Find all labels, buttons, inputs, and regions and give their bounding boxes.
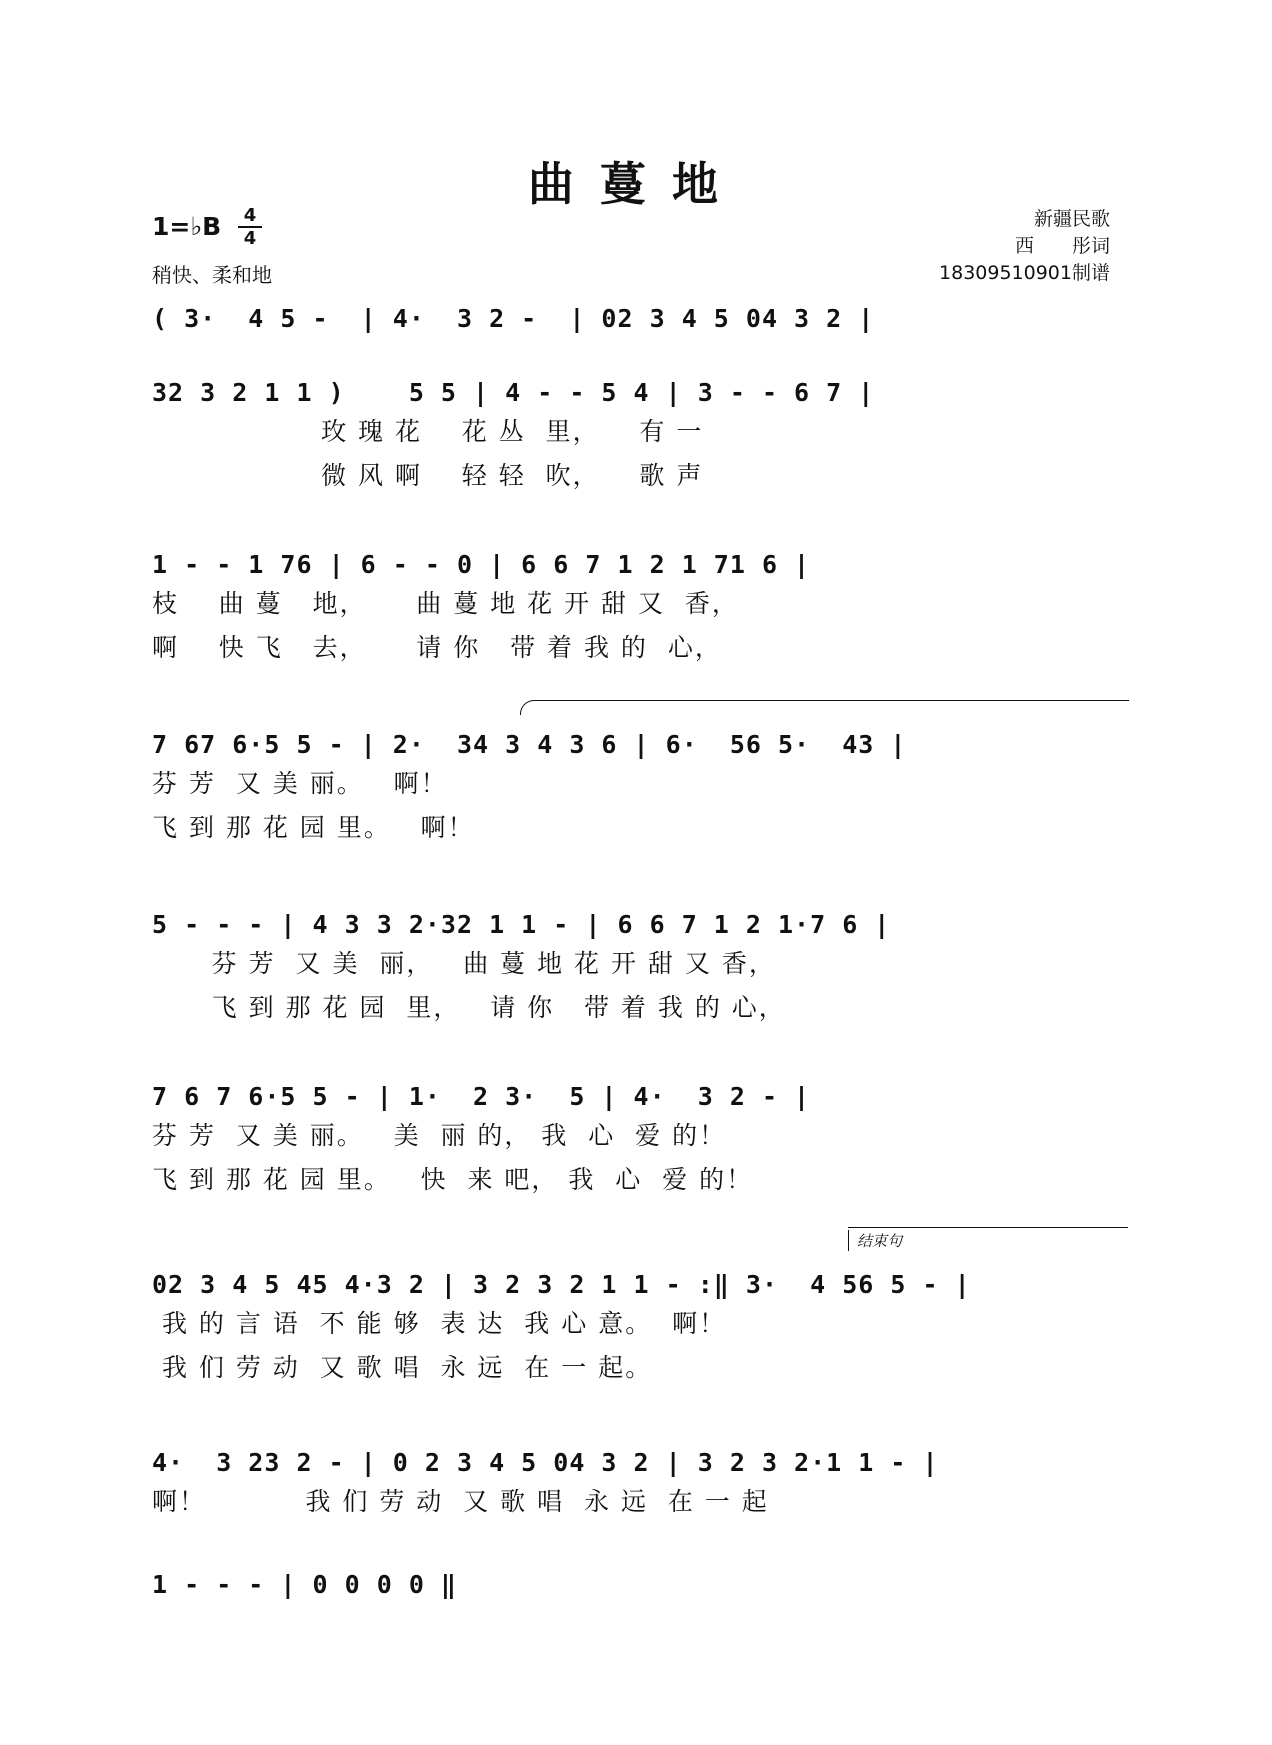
score-system-6 [152, 1080, 1128, 1202]
ending-bracket-line [848, 1227, 1128, 1228]
score-system-8 [152, 1446, 1128, 1524]
credit-origin: 新疆民歌 [1033, 208, 1110, 230]
score-system-1 [152, 302, 1128, 336]
credits [939, 206, 1110, 287]
tempo-marking: 稍快、柔和地 [152, 263, 272, 287]
ending-label: 结束句 [848, 1230, 902, 1251]
notation-line: ( 3· 4 5 - | 4· 3 2 - | 02 3 4 5 04 3 2 | [152, 304, 875, 333]
time-sig-top: 4 [243, 205, 257, 226]
lyrics-verse-1: 芬 芳 又 美 丽， 曲 蔓 地 花 开 甜 又 香， [152, 949, 776, 978]
time-signature [238, 206, 262, 248]
notation-line: 1 - - 1 76 | 6 - - 0 | 6 6 7 1 2 1 71 6 | [152, 550, 811, 579]
time-sig-bottom: 4 [243, 228, 257, 249]
lyrics-verse-2: 微 风 啊 轻 轻 吹， 歌 声 [152, 461, 704, 490]
credit-transcriber: 18309510901制谱 [939, 262, 1110, 284]
notation-line: 5 - - - | 4 3 3 2·32 1 1 - | 6 6 7 1 2 1·7 6 | [152, 910, 891, 939]
lyrics-verse-2: 我 们 劳 动 又 歌 唱 永 远 在 一 起。 [152, 1353, 653, 1382]
credit-lyricist: 西 彤词 [1014, 235, 1110, 257]
lyrics-verse-1: 芬 芳 又 美 丽。 啊！ [152, 769, 448, 798]
notation-line: 02 3 4 5 45 4·3 2 | 3 2 3 2 1 1 - :‖ 3· 4 56 5 - | [152, 1270, 971, 1299]
notation-line: 7 6 7 6·5 5 - | 1· 2 3· 5 | 4· 3 2 - | [152, 1082, 811, 1111]
lyrics-verse-1: 芬 芳 又 美 丽。 美 丽 的， 我 心 爱 的！ [152, 1121, 727, 1150]
notation-line: 1 - - - | 0 0 0 0 ‖ [152, 1570, 457, 1599]
score-system-9 [152, 1568, 1128, 1602]
lyrics-verse-2: 飞 到 那 花 园 里。 啊！ [152, 813, 475, 842]
score-system-5 [152, 908, 1128, 1030]
lyrics-verse-2: 飞 到 那 花 园 里。 快 来 吧， 我 心 爱 的！ [152, 1165, 754, 1194]
notation-line: 7 67 6·5 5 - | 2· 34 3 4 3 6 | 6· 56 5· 43 | [152, 730, 907, 759]
lyrics-verse-2: 啊 快 飞 去， 请 你 带 着 我 的 心， [152, 633, 722, 662]
lyrics-verse-1: 枝 曲 蔓 地， 曲 蔓 地 花 开 甜 又 香， [152, 589, 739, 618]
song-title: 曲蔓地 [528, 157, 744, 211]
lyrics-verse-1: 我 的 言 语 不 能 够 表 达 我 心 意。 啊！ [152, 1309, 727, 1338]
score-system-2 [152, 376, 1128, 498]
phrase-bracket [520, 700, 1129, 715]
key-signature: 1=♭B [152, 212, 222, 241]
score-system-7 [152, 1268, 1128, 1390]
lyrics-verse-1: 啊！ 我 们 劳 动 又 歌 唱 永 远 在 一 起 [152, 1487, 769, 1516]
lyrics-verse-2: 飞 到 那 花 园 里， 请 你 带 着 我 的 心， [152, 993, 786, 1022]
notation-line: 32 3 2 1 1 ) 5 5 | 4 - - 5 4 | 3 - - 6 7 | [152, 378, 875, 407]
score-system-3 [152, 548, 1128, 670]
lyrics-verse-1: 玫 瑰 花 花 丛 里， 有 一 [152, 417, 704, 446]
notation-line: 4· 3 23 2 - | 0 2 3 4 5 04 3 2 | 3 2 3 2·1 1 - | [152, 1448, 939, 1477]
score-system-4 [152, 728, 1128, 850]
